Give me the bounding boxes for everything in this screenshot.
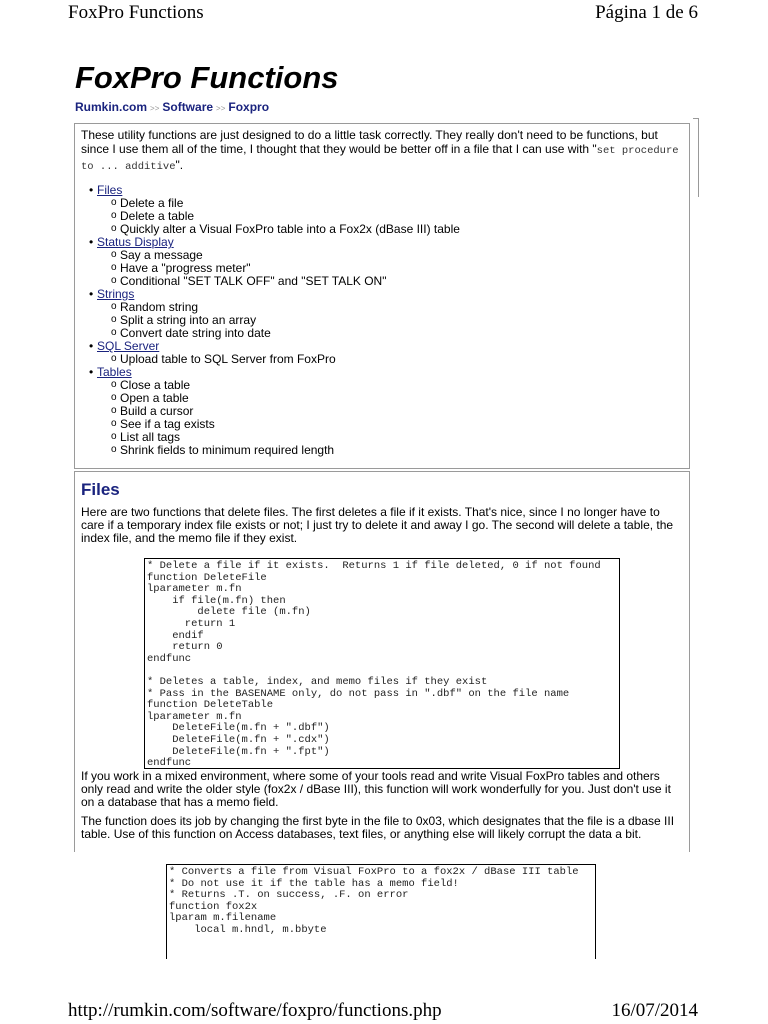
code-line: function DeleteTable (147, 699, 274, 712)
toc-section (97, 340, 689, 366)
toc-subitem: o Random string (111, 301, 689, 314)
toc-sublist (97, 379, 689, 457)
code-line: local m.hndl, m.bbyte (169, 923, 327, 936)
breadcrumb-link-software[interactable]: Software (162, 100, 214, 114)
code-line: DeleteFile(m.fn + ".fpt") (147, 745, 330, 758)
toc-subitem: o Delete a file (111, 197, 689, 210)
code-line: DeleteFile(m.fn + ".cdx") (147, 733, 330, 746)
header-title: FoxPro Functions (68, 2, 204, 23)
toc-subitem: o Conditional "SET TALK OFF" and "SET TALK ON" (111, 275, 689, 288)
toc-subitem: o Close a table (111, 379, 689, 392)
code-block-delete-functions (144, 558, 620, 769)
code-block-fox2x (166, 864, 596, 959)
intro-code: set procedure to ... additive (81, 145, 679, 173)
toc-subitem: o Upload table to SQL Server from FoxPro (111, 353, 689, 366)
toc-subitem: o Have a "progress meter" (111, 262, 689, 275)
breadcrumb (75, 100, 269, 114)
code-line: * Converts a file from Visual FoxPro to a fox2x / dBase III table (169, 866, 579, 878)
code-line: lparameter m.fn (147, 710, 242, 723)
page-title: FoxPro Functions (75, 60, 339, 95)
toc-subitem: o Build a cursor (111, 405, 689, 418)
toc-subitem: o Shrink fields to minimum required length (111, 444, 689, 457)
toc-sublist (97, 301, 689, 340)
side-border-mark (693, 118, 699, 197)
print-footer (0, 996, 768, 1024)
header-page-number: Página 1 de 6 (595, 2, 698, 23)
code-line: * Deletes a table, index, and memo files if they exist (147, 675, 488, 688)
footer-url: http://rumkin.com/software/foxpro/functions.php (68, 1000, 442, 1021)
toc-sublist (97, 197, 689, 236)
files-paragraph-2: If you work in a mixed environment, where some of your tools read and write Visual FoxPro tables and others only read and write the older style (fox2x / dBase III), this function will work wonderfully for you. Just don't use it on a database that has a memo field. (81, 769, 671, 809)
toc-subitem: o Open a table (111, 392, 689, 405)
breadcrumb-separator: >> (216, 104, 226, 113)
breadcrumb-link-foxpro[interactable]: Foxpro (228, 100, 270, 114)
toc-link-strings[interactable]: Strings (97, 287, 135, 301)
toc-subitem: o Say a message (111, 249, 689, 262)
code-line: function fox2x (169, 900, 258, 913)
toc-link-sql-server[interactable]: SQL Server (97, 339, 160, 353)
code-line: return 0 (147, 641, 223, 654)
code-line: endif (147, 629, 204, 642)
toc-section (97, 236, 689, 288)
toc-subitem: o Convert date string into date (111, 327, 689, 340)
code-line: * Returns .T. on success, .F. on error (169, 889, 409, 902)
code-line: * Pass in the BASENAME only, do not pass in ".dbf" on the file name (147, 687, 570, 700)
toc-link-status-display[interactable]: Status Display (97, 235, 174, 249)
code-line: lparam m.filename (169, 912, 277, 925)
intro-box (74, 123, 690, 469)
toc-subitem: o List all tags (111, 431, 689, 444)
code-line: delete file (m.fn) (147, 606, 311, 619)
toc-subitem: o Delete a table (111, 210, 689, 223)
toc-section (97, 184, 689, 236)
intro-text (81, 128, 683, 174)
toc-section (97, 366, 689, 457)
toc-section (97, 288, 689, 340)
print-header (0, 0, 768, 30)
files-paragraph-3: The function does its job by changing the first byte in the file to 0x03, which designates that the file is a dbase III table. Use of this function on Access databases, text files, or anything else will likely corrupt the data a bit. (81, 814, 675, 841)
breadcrumb-separator: >> (150, 104, 160, 113)
toc-subitem: o Split a string into an array (111, 314, 689, 327)
code-line: DeleteFile(m.fn + ".dbf") (147, 722, 330, 735)
code-line: return 1 (147, 617, 236, 630)
toc-link-tables[interactable]: Tables (97, 365, 132, 379)
intro-text-after: ". (175, 158, 184, 172)
toc-subitem: o Quickly alter a Visual FoxPro table into a Fox2x (dBase III) table (111, 223, 689, 236)
code-line: endfunc (147, 652, 192, 665)
section-heading-files: Files (81, 480, 120, 499)
footer-date: 16/07/2014 (611, 1000, 698, 1021)
files-paragraph-1: Here are two functions that delete files. The first deletes a file if it exists. That's nice, since I no longer have to care if a temporary index file exists or not; I just try to delete it and away I go. The second will delete a table, the index file, and the memo file if they exist. (81, 505, 674, 545)
toc-subitem: o See if a tag exists (111, 418, 689, 431)
code-line: * Delete a file if it exists. Returns 1 if file deleted, 0 if not found (147, 560, 601, 572)
code-line: if file(m.fn) then (147, 594, 286, 607)
toc-sublist (97, 249, 689, 288)
table-of-contents (75, 184, 689, 457)
code-line: endfunc (147, 757, 192, 769)
toc-sublist (97, 353, 689, 366)
code-line: function DeleteFile (147, 571, 267, 584)
toc-link-files[interactable]: Files (97, 183, 123, 197)
breadcrumb-link-rumkin[interactable]: Rumkin.com (75, 100, 148, 114)
intro-text-before: These utility functions are just designed to do a little task correctly. They really don't need to be functions, but since I use them all of the time, I thought that they would be better off in a file that I can use with " (81, 128, 658, 156)
code-line: lparameter m.fn (147, 583, 242, 596)
code-line: * Do not use it if the table has a memo field! (169, 877, 459, 890)
